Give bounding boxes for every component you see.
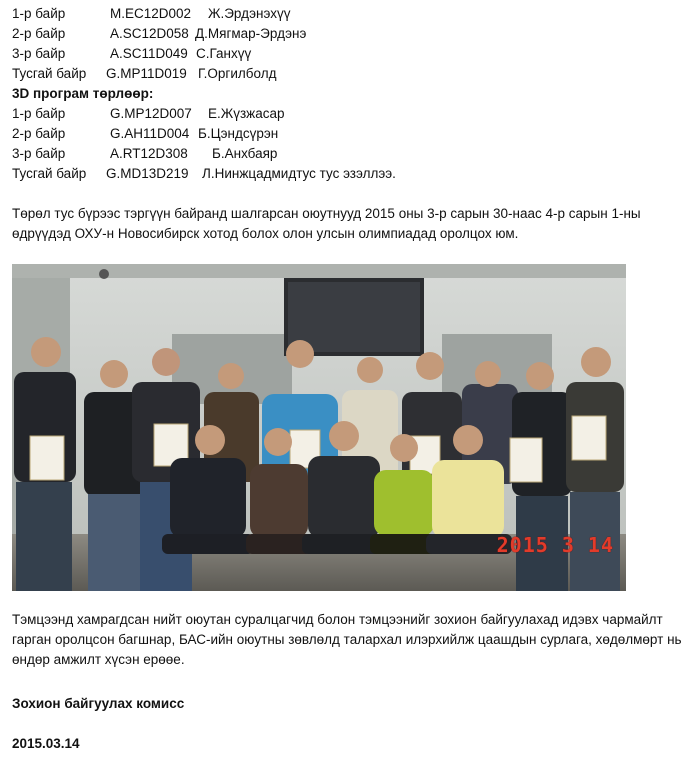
participant-name: Ж.Эрдэнэхүү <box>208 6 291 21</box>
participant-name: Б.Анхбаяр <box>212 146 278 161</box>
place-label: Тусгай байр <box>12 166 87 181</box>
participant-name: Б.Цэндсүрэн <box>198 126 279 141</box>
participant-code: A.SC11D049 <box>110 46 188 61</box>
participant-code: M.EC12D002 <box>110 6 192 21</box>
photo-date-stamp: 2015 3 14 <box>496 533 614 557</box>
place-label: 3-р байр <box>12 146 66 161</box>
participant-code: A.SC12D058 <box>110 26 189 41</box>
participant-name: С.Ганхүү <box>196 46 252 61</box>
place-label: Тусгай байр <box>12 66 87 81</box>
place-label: 2-р байр <box>12 126 66 141</box>
place-label: 1-р байр <box>12 6 66 21</box>
participant-name: Г.Оргилболд <box>198 66 277 81</box>
participant-code: G.AH11D004 <box>110 126 190 141</box>
participant-code: G.MD13D219 <box>106 166 189 181</box>
place-label: 1-р байр <box>12 106 66 121</box>
place-label: 2-р байр <box>12 26 66 41</box>
organizing-committee-signature: Зохион байгуулах комисс <box>12 696 185 711</box>
participant-name: Л.Нинжцадмидтус тус эзэллээ. <box>202 166 396 181</box>
participant-code: G.MP11D019 <box>106 66 187 81</box>
participant-code: A.RT12D308 <box>110 146 188 161</box>
section-3d-heading: 3D програм төрлөөр: <box>12 86 154 101</box>
participant-name: Е.Жүзжасар <box>208 106 285 121</box>
place-label: 3-р байр <box>12 46 66 61</box>
group-photo <box>12 264 626 591</box>
thanks-paragraph: Тэмцээнд хамрагдсан нийт оюутан суралцагчид болон тэмцээнийг зохион байгуулахад идэвх чармайлт гарган оролцсон багшнар, БАС-ийн оюутны зөвлөлд талархал илэрхийлж цаашдын сурлага, хөдөлмөрт нь өндөр амжилт хүсэн ерөөе. <box>12 612 682 667</box>
document-date: 2015.03.14 <box>12 736 80 751</box>
participant-code: G.MP12D007 <box>110 106 192 121</box>
olympiad-paragraph: Төрөл тус бүрээс тэргүүн байранд шалгарсан оюутнууд 2015 оны 3-р сарын 30-наас 4-р сарын 1-ны өдрүүдэд ОХУ-н Новосибирск хотод болох олон улсын олимпиадад оролцох юм. <box>12 206 641 241</box>
participant-name: Д.Мягмар-Эрдэнэ <box>195 26 307 41</box>
